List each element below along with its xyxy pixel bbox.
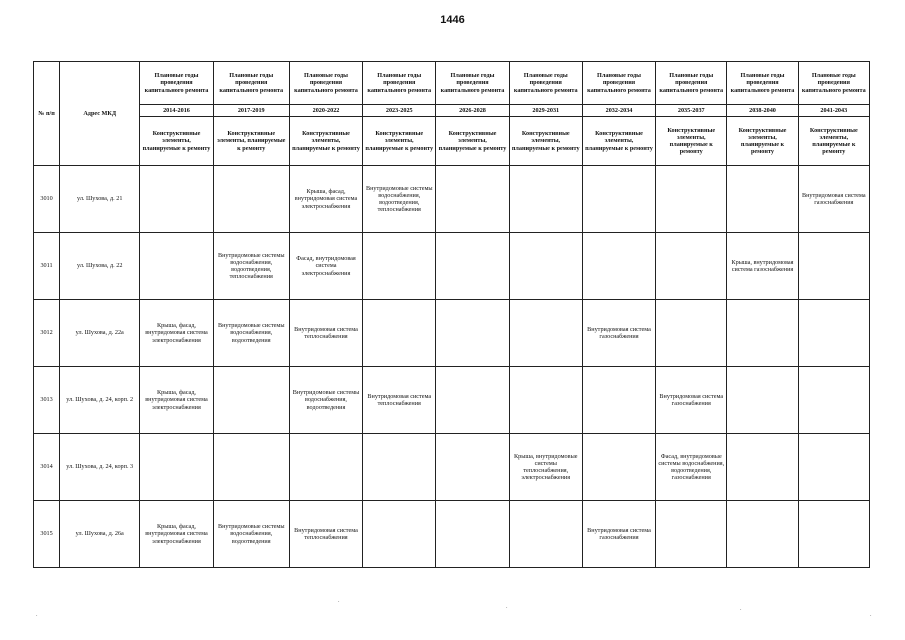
repair-elements-cell: Внутридомовые системы водоснабжения, водоотведения [213, 300, 289, 367]
repair-elements-cell [140, 434, 213, 501]
repair-elements-cell [363, 501, 436, 568]
header-elements: Конструктивные элементы, планируемые к ремонту [140, 117, 213, 166]
repair-elements-cell [436, 166, 509, 233]
repair-elements-cell: Внутридомовая система газоснабжения [582, 300, 655, 367]
repair-elements-cell: Крыша, внутридомовая система газоснабжения [727, 233, 798, 300]
row-number: 3011 [34, 233, 60, 300]
repair-elements-cell [798, 300, 869, 367]
repair-elements-cell: Крыша, фасад, внутридомовая система электроснабжения [140, 501, 213, 568]
repair-elements-cell [727, 300, 798, 367]
row-address: ул. Шухова, д. 26а [60, 501, 140, 568]
header-planned-years: Плановые годы проведения капитального ремонта [582, 62, 655, 105]
repair-elements-cell [582, 367, 655, 434]
header-elements: Конструктивные элементы, планируемые к ремонту [727, 117, 798, 166]
header-elements: Конструктивные элементы, планируемые к ремонту [363, 117, 436, 166]
repair-elements-cell [509, 166, 582, 233]
repair-elements-cell [582, 434, 655, 501]
repair-elements-cell [213, 434, 289, 501]
repair-elements-cell: Внутридомовая система газоснабжения [656, 367, 727, 434]
header-elements: Конструктивные элементы, планируемые к ремонту [656, 117, 727, 166]
repair-elements-cell [509, 501, 582, 568]
repair-elements-cell [727, 166, 798, 233]
repair-elements-cell [798, 367, 869, 434]
table-row [34, 233, 870, 300]
header-planned-years: Плановые годы проведения капитального ремонта [289, 62, 362, 105]
header-planned-years: Плановые годы проведения капитального ремонта [727, 62, 798, 105]
header-elements: Конструктивные элементы, планируемые к ремонту [582, 117, 655, 166]
row-address: ул. Шухова, д. 21 [60, 166, 140, 233]
header-address: Адрес МКД [60, 62, 140, 166]
header-planned-years: Плановые годы проведения капитального ремонта [436, 62, 509, 105]
header-period: 2032-2034 [582, 105, 655, 117]
repair-elements-cell [798, 434, 869, 501]
header-planned-years: Плановые годы проведения капитального ремонта [656, 62, 727, 105]
row-number: 3014 [34, 434, 60, 501]
repair-elements-cell: Внутридомовые системы водоснабжения, водоотведения [213, 501, 289, 568]
header-planned-years: Плановые годы проведения капитального ремонта [213, 62, 289, 105]
table-row [34, 501, 870, 568]
repair-elements-cell: Крыша, фасад, внутридомовая система электроснабжения [289, 166, 362, 233]
capital-repair-table [33, 61, 870, 568]
repair-elements-cell [363, 233, 436, 300]
repair-elements-cell [436, 233, 509, 300]
repair-elements-cell [727, 434, 798, 501]
header-period: 2017-2019 [213, 105, 289, 117]
repair-elements-cell: Фасад, внутридомовые системы водоснабжения, водоотведения, газоснабжения [656, 434, 727, 501]
repair-elements-cell: Внутридомовая система газоснабжения [582, 501, 655, 568]
repair-elements-cell [798, 233, 869, 300]
repair-elements-cell [140, 166, 213, 233]
row-address: ул. Шухова, д. 24, корп. 2 [60, 367, 140, 434]
header-period: 2038-2040 [727, 105, 798, 117]
header-num: № п/п [34, 62, 60, 166]
repair-elements-cell [140, 233, 213, 300]
repair-elements-cell [436, 300, 509, 367]
repair-elements-cell: Крыша, фасад, внутридомовая система электроснабжения [140, 300, 213, 367]
header-period: 2041-2043 [798, 105, 869, 117]
row-number: 3010 [34, 166, 60, 233]
repair-elements-cell: Внутридомовые системы водоснабжения, водоотведения, теплоснабжения [213, 233, 289, 300]
repair-elements-cell [213, 367, 289, 434]
row-number: 3012 [34, 300, 60, 367]
repair-elements-cell [509, 300, 582, 367]
header-period: 2026-2028 [436, 105, 509, 117]
page-number: 1446 [440, 14, 465, 26]
repair-elements-cell [363, 434, 436, 501]
row-address: ул. Шухова, д. 24, корп. 3 [60, 434, 140, 501]
repair-elements-cell: Внутридомовые системы водоснабжения, водоотведения [289, 367, 362, 434]
repair-elements-cell: Внутридомовая система теплоснабжения [289, 501, 362, 568]
repair-elements-cell [727, 367, 798, 434]
repair-elements-cell [798, 501, 869, 568]
table-row [34, 300, 870, 367]
header-elements: Конструктивные элементы, планируемые к ремонту [509, 117, 582, 166]
repair-elements-cell: Внутридомовая система теплоснабжения [289, 300, 362, 367]
repair-elements-cell [656, 166, 727, 233]
repair-elements-cell [582, 166, 655, 233]
repair-elements-cell [656, 300, 727, 367]
repair-elements-cell: Внутридомовая система теплоснабжения [363, 367, 436, 434]
header-elements: Конструктивные элементы, планируемые к ремонту [436, 117, 509, 166]
repair-elements-cell [582, 233, 655, 300]
header-period: 2035-2037 [656, 105, 727, 117]
header-planned-years: Плановые годы проведения капитального ремонта [363, 62, 436, 105]
header-elements: Конструктивные элементы, планируемые к ремонту [213, 117, 289, 166]
header-planned-years: Плановые годы проведения капитального ремонта [798, 62, 869, 105]
header-planned-years: Плановые годы проведения капитального ремонта [140, 62, 213, 105]
repair-elements-cell: Крыша, внутридомовые системы теплоснабжения, электроснабжения [509, 434, 582, 501]
repair-elements-cell [509, 367, 582, 434]
header-elements: Конструктивные элементы, планируемые к ремонту [798, 117, 869, 166]
header-period: 2020-2022 [289, 105, 362, 117]
repair-elements-cell [436, 501, 509, 568]
repair-elements-cell [363, 300, 436, 367]
row-address: ул. Шухова, д. 22а [60, 300, 140, 367]
table-row [34, 434, 870, 501]
repair-elements-cell: Крыша, фасад, внутридомовая система электроснабжения [140, 367, 213, 434]
row-number: 3015 [34, 501, 60, 568]
repair-elements-cell [289, 434, 362, 501]
repair-elements-cell [656, 233, 727, 300]
table-row [34, 166, 870, 233]
row-number: 3013 [34, 367, 60, 434]
repair-elements-cell [509, 233, 582, 300]
header-elements: Конструктивные элементы, планируемые к ремонту [289, 117, 362, 166]
header-period: 2029-2031 [509, 105, 582, 117]
repair-elements-cell [436, 367, 509, 434]
repair-elements-cell: Внутридомовые системы водоснабжения, водоотведения, теплоснабжения [363, 166, 436, 233]
repair-elements-cell: Внутридомовая система газоснабжения [798, 166, 869, 233]
table-row [34, 367, 870, 434]
repair-elements-cell: Фасад, внутридомовая система электроснабжения [289, 233, 362, 300]
repair-elements-cell [656, 501, 727, 568]
repair-elements-cell [436, 434, 509, 501]
header-period: 2023-2025 [363, 105, 436, 117]
header-planned-years: Плановые годы проведения капитального ремонта [509, 62, 582, 105]
repair-elements-cell [727, 501, 798, 568]
row-address: ул. Шухова, д. 22 [60, 233, 140, 300]
repair-elements-cell [213, 166, 289, 233]
header-period: 2014-2016 [140, 105, 213, 117]
